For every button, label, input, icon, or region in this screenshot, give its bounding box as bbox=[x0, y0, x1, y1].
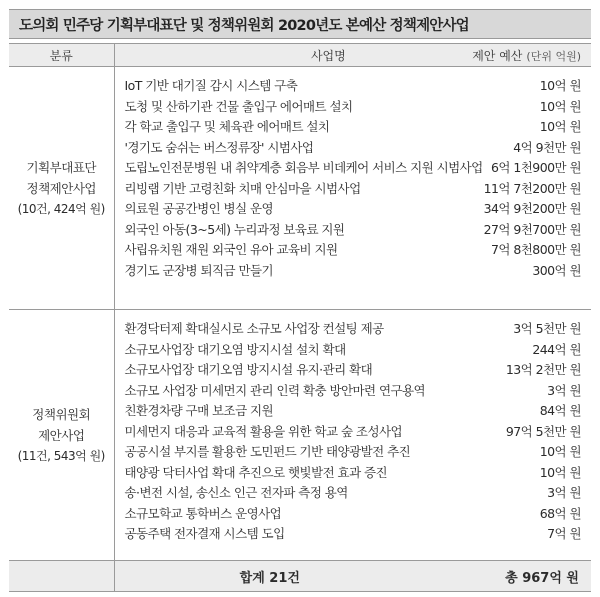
project-budget: 11억 7천200만 원 bbox=[483, 180, 581, 196]
list-item bbox=[125, 239, 582, 260]
project-budget: 68억 원 bbox=[539, 505, 581, 521]
list-item bbox=[125, 219, 582, 240]
project-name: 공동주택 전자결재 시스템 도입 bbox=[124, 526, 285, 542]
header-budget: 제안 예산 bbox=[472, 48, 523, 63]
total-row bbox=[9, 561, 591, 592]
proposal-table bbox=[9, 43, 591, 592]
header-category: 분류 bbox=[9, 44, 114, 67]
project-name: 사립유치원 재원 외국인 유아 교육비 지원 bbox=[124, 242, 338, 258]
project-name: 환경닥터제 확대실시로 소규모 사업장 컨설팅 제공 bbox=[124, 321, 384, 337]
group-items-policy bbox=[114, 310, 591, 561]
total-sum: 총 967억 원 bbox=[505, 570, 579, 586]
project-budget: 3억 5천만 원 bbox=[513, 321, 581, 337]
item-list bbox=[115, 67, 592, 286]
project-budget: 7억 원 bbox=[547, 526, 581, 542]
header-unit: (단위 억원) bbox=[526, 49, 581, 63]
project-budget: 3억 원 bbox=[547, 382, 581, 398]
project-budget: 7억 8천800만 원 bbox=[491, 242, 581, 258]
list-item bbox=[125, 75, 582, 96]
project-name: 친환경차량 구매 보조금 지원 bbox=[124, 403, 274, 419]
list-item bbox=[125, 421, 582, 442]
total-blank-cell bbox=[9, 561, 114, 592]
project-budget: 34억 9천200만 원 bbox=[483, 201, 581, 217]
project-budget: 244억 원 bbox=[532, 341, 581, 357]
item-list bbox=[115, 310, 592, 550]
project-name: 소규모학교 통학버스 운영사업 bbox=[124, 505, 282, 521]
project-budget: 300억 원 bbox=[532, 262, 581, 278]
project-name: 소규모사업장 대기오염 방지시설 유지·관리 확대 bbox=[124, 362, 373, 378]
list-item bbox=[125, 359, 582, 380]
group-category-planning bbox=[9, 67, 114, 310]
document-title: 도의회 민주당 기획부대표단 및 정책위원회 2020년도 본예산 정책제안사업 bbox=[19, 17, 469, 34]
group-label-line2: 정책제안사업 bbox=[26, 180, 96, 196]
list-item bbox=[125, 318, 582, 339]
project-budget: 10억 원 bbox=[539, 464, 581, 480]
project-name: 도청 및 산하기관 건물 출입구 에어매트 설치 bbox=[124, 98, 353, 114]
project-budget: 84억 원 bbox=[539, 403, 581, 419]
title-bar bbox=[9, 9, 591, 39]
project-name: 미세먼지 대응과 교육적 활용을 위한 학교 숲 조성사업 bbox=[124, 423, 403, 439]
project-name: 리빙랩 기반 고령친화 치매 안심마을 시범사업 bbox=[124, 180, 361, 196]
project-name: 외국인 아동(3~5세) 누리과정 보육료 지원 bbox=[124, 221, 345, 237]
list-item bbox=[125, 96, 582, 117]
group-label-line1: 정책위원회 bbox=[32, 406, 91, 422]
project-name: IoT 기반 대기질 감시 시스템 구축 bbox=[124, 78, 298, 94]
project-budget: 97억 5천만 원 bbox=[505, 423, 581, 439]
project-name: 송·변전 시설, 송신소 인근 전자파 측정 용역 bbox=[124, 485, 348, 501]
group-row-policy bbox=[9, 310, 591, 561]
list-item bbox=[125, 116, 582, 137]
project-budget: 4억 9천만 원 bbox=[513, 139, 581, 155]
project-budget: 13억 2천만 원 bbox=[505, 362, 581, 378]
project-budget: 10억 원 bbox=[539, 119, 581, 135]
project-name: 각 학교 출입구 및 체육관 에어매트 설치 bbox=[124, 119, 330, 135]
project-name: 경기도 군장병 퇴직금 만들기 bbox=[124, 262, 274, 278]
project-name: 공공시설 부지를 활용한 도민펀드 기반 태양광발전 추진 bbox=[124, 444, 411, 460]
project-budget: 10억 원 bbox=[539, 78, 581, 94]
group-label-line2: 제안사업 bbox=[38, 427, 85, 443]
project-name: '경기도 숨쉬는 버스정류장' 시범사업 bbox=[124, 139, 314, 155]
total-count: 합계 21건 bbox=[239, 570, 300, 586]
list-item bbox=[125, 503, 582, 524]
project-budget: 10억 원 bbox=[539, 444, 581, 460]
project-name: 도립노인전문병원 내 취약계층 회음부 비데케어 서비스 지원 시범사업 bbox=[124, 160, 483, 176]
list-item bbox=[125, 178, 582, 199]
list-item bbox=[125, 380, 582, 401]
list-item bbox=[125, 260, 582, 281]
header-name-budget bbox=[114, 44, 591, 67]
project-name: 소규모사업장 대기오염 방지시설 설치 확대 bbox=[124, 341, 346, 357]
group-items-planning bbox=[114, 67, 591, 310]
group-label-line1: 기획부대표단 bbox=[26, 159, 96, 175]
table-header-row bbox=[9, 44, 591, 67]
list-item bbox=[125, 441, 582, 462]
list-item bbox=[125, 482, 582, 503]
project-budget: 27억 9천700만 원 bbox=[483, 221, 581, 237]
project-name: 소규모 사업장 미세먼지 관리 인력 확충 방안마련 연구용역 bbox=[124, 382, 426, 398]
list-item bbox=[125, 400, 582, 421]
project-name: 의료원 공공간병인 병실 운영 bbox=[124, 201, 274, 217]
list-item bbox=[125, 198, 582, 219]
group-row-planning bbox=[9, 67, 591, 310]
project-budget: 6억 1천900만 원 bbox=[491, 160, 581, 176]
group-category-policy bbox=[9, 310, 114, 561]
project-budget: 3억 원 bbox=[547, 485, 581, 501]
list-item bbox=[125, 137, 582, 158]
list-item bbox=[125, 462, 582, 483]
group-count: (11건, 543억 원) bbox=[17, 448, 105, 463]
header-budget-wrap bbox=[472, 47, 581, 64]
list-item bbox=[125, 157, 582, 178]
project-name: 태양광 닥터사업 확대 추진으로 햇빛발전 효과 증진 bbox=[124, 464, 388, 480]
header-name: 사업명 bbox=[310, 48, 346, 63]
list-item bbox=[125, 339, 582, 360]
list-item bbox=[125, 523, 582, 544]
group-count: (10건, 424억 원) bbox=[17, 201, 105, 216]
project-budget: 10억 원 bbox=[539, 98, 581, 114]
total-cell bbox=[114, 561, 591, 592]
